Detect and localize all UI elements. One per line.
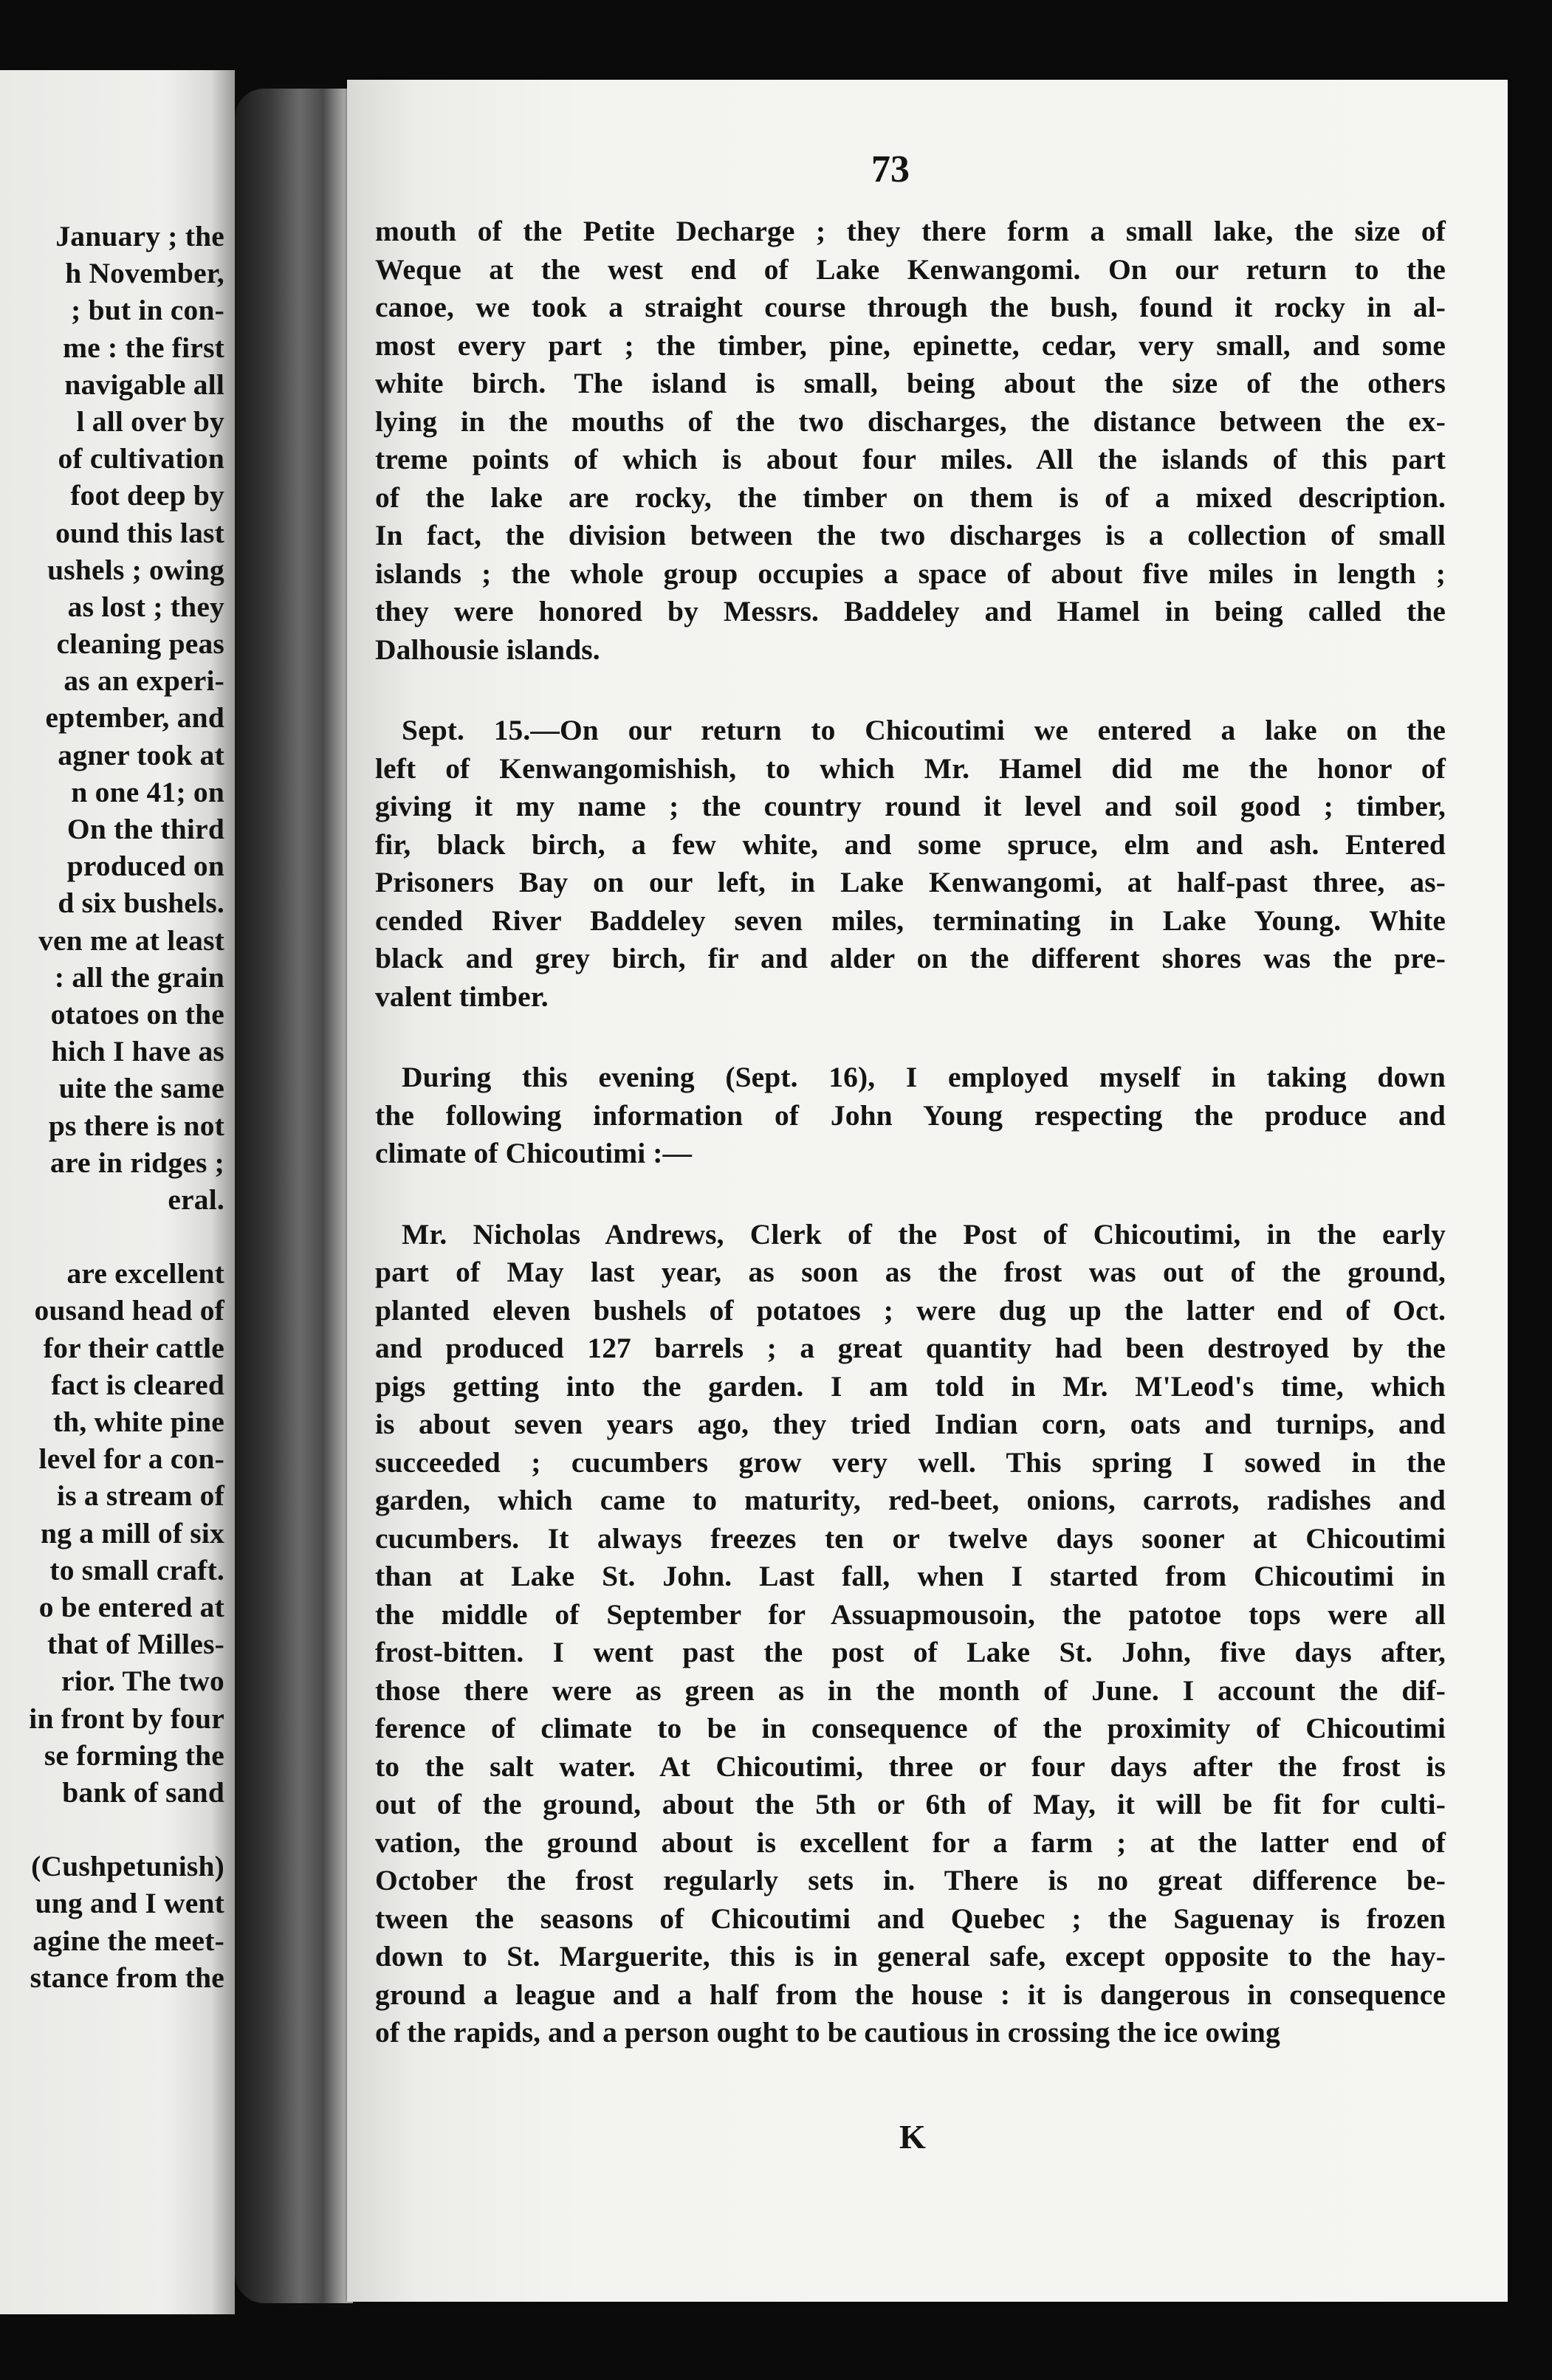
text-line: out of the ground, about the 5th or 6th of May, it will be fit for culti- [375,1788,1446,1820]
previous-page-line: to small craft. [49,1553,224,1586]
previous-page-line: ousand head of [34,1294,224,1327]
previous-page-line: in front by four [29,1702,224,1735]
text-line: In fact, the division between the two discharges is a collection of small [375,519,1446,551]
text-line: than at Lake St. John. Last fall, when I started from Chicoutimi in [375,1560,1446,1592]
previous-page-line: n one 41; on [71,775,224,808]
previous-page-line: cleaning peas [56,627,224,661]
previous-page-line: are in ridges ; [50,1146,224,1179]
text-line: of the lake are rocky, the timber on them is of a mixed description. [375,481,1446,514]
paragraph [375,213,1446,669]
text-line: ference of climate to be in consequence of the proximity of Chicoutimi [375,1712,1446,1744]
previous-page-line: rior. The two [61,1665,224,1698]
previous-page-line: ven me at least [38,924,224,957]
paragraph [375,1059,1446,1173]
previous-page-line [0,1218,224,1255]
previous-page-line: On the third [66,813,224,845]
text-line: Weque at the west end of Lake Kenwangomi. On our return to the [375,252,1446,286]
previous-page-text [0,218,224,1996]
previous-page-line: produced on [66,850,224,883]
previous-page-line: otatoes on the [50,997,224,1031]
paragraph-gap [375,669,1446,712]
text-line: the middle of September for Assuapmousoin, the patotoe tops were all [375,1597,1446,1631]
text-line: frost-bitten. I went past the post of Lake St. John, five days after, [375,1636,1446,1668]
text-line: garden, which came to maturity, red-beet, onions, carrots, radishes and [375,1484,1446,1516]
previous-page-line: eptember, and [45,701,224,735]
previous-page-line: bank of sand [62,1775,224,1809]
text-line: cended River Baddeley seven miles, terminating in Lake Young. White [375,904,1446,937]
previous-page-line [0,1811,224,1848]
text-line: down to St. Marguerite, this is in general safe, except opposite to the hay- [375,1940,1446,1973]
signature-mark: K [899,2118,926,2156]
text-line: the following information of John Young respecting the produce and [375,1098,1446,1132]
text-line: Dalhousie islands. [375,633,600,666]
text-line: Sept. 15.—On our return to Chicoutimi we entered a lake on the [402,714,1446,746]
paragraph [375,712,1446,1016]
previous-page-line: January ; the [55,220,224,252]
previous-page-line: fact is cleared [51,1368,224,1401]
previous-page-line: level for a con- [38,1442,224,1476]
current-page [347,80,1508,2302]
text-line: left of Kenwangomishish, to which Mr. Hamel did me the honor of [375,752,1446,785]
previous-page-line: ng a mill of six [41,1516,224,1550]
previous-page-line: l all over by [76,405,224,438]
paragraph-gap [375,1173,1446,1216]
previous-page-line: uite the same [58,1072,224,1105]
text-line: lying in the mouths of the two discharges, the distance between the ex- [375,405,1446,438]
previous-page-line: stance from the [30,1961,224,1994]
previous-page-line: ung and I went [35,1887,224,1920]
text-line: planted eleven bushels of potatoes ; were dug up the latter end of Oct. [375,1293,1446,1327]
previous-page-line: as an experi- [63,664,224,698]
previous-page-line: for their cattle [43,1331,224,1364]
text-line: of the rapids, and a person ought to be cautious in crossing the ice owing [375,2016,1280,2049]
text-line: valent timber. [375,980,549,1013]
text-line: Prisoners Bay on our left, in Lake Kenwangomi, at half-past three, as- [375,866,1446,898]
text-line: ground a league and a half from the house : it is dangerous in consequence [375,1978,1446,2011]
page-body-text [375,213,1446,2052]
previous-page-line: are excellent [66,1257,224,1290]
page-number: 73 [871,148,910,190]
text-line: During this evening (Sept. 16), I employed myself in taking down [402,1061,1446,1093]
previous-page-line: eral. [168,1183,224,1216]
text-line: they were honored by Messrs. Baddeley and Hamel in being called the [375,595,1446,627]
text-line: vation, the ground about is excellent for a farm ; at the latter end of [375,1826,1446,1859]
text-line: cucumbers. It always freezes ten or twelve days sooner at Chicoutimi [375,1521,1446,1555]
previous-page-line: agine the meet- [32,1924,224,1957]
previous-page-line: me : the first [63,331,224,364]
text-line: succeeded ; cucumbers grow very well. This spring I sowed in the [375,1445,1446,1479]
text-line: to the salt water. At Chicoutimi, three or four days after the frost is [375,1750,1446,1783]
paragraph [375,1216,1446,2052]
previous-page-line: of cultivation [58,442,224,475]
previous-page-line: ps there is not [48,1109,224,1142]
previous-page-line: se forming the [44,1738,224,1772]
previous-page-line: o be entered at [38,1590,224,1623]
text-line: October the frost regularly sets in. There is no great difference be- [375,1864,1446,1896]
text-line: canoe, we took a straight course through the bush, found it rocky in al- [375,291,1446,323]
previous-page-line: ound this last [55,516,224,549]
previous-page-line: foot deep by [70,479,224,512]
previous-page-line: (Cushpetunish) [31,1850,224,1883]
previous-page-line: that of Milles- [47,1628,224,1661]
previous-page-line: navigable all [64,368,224,401]
previous-page-line: agner took at [58,738,224,771]
previous-page-line: d six bushels. [58,887,224,920]
text-line: mouth of the Petite Decharge ; they there form a small lake, the size of [375,215,1446,247]
text-line: tween the seasons of Chicoutimi and Quebec ; the Saguenay is frozen [375,1902,1446,1935]
previous-page-line: ushels ; owing [47,553,224,586]
previous-page-line: : all the grain [54,960,224,994]
text-line: black and grey birch, fir and alder on the different shores was the pre- [375,942,1446,974]
text-line: and produced 127 barrels ; a great quantity had been destroyed by the [375,1332,1446,1364]
text-line: pigs getting into the garden. I am told in Mr. M'Leod's time, which [375,1369,1446,1403]
previous-page [0,70,235,2314]
previous-page-line: th, white pine [52,1406,224,1438]
text-line: climate of Chicoutimi :— [375,1137,693,1169]
text-line: treme points of which is about four miles. All the islands of this part [375,443,1446,475]
text-line: those there were as green as in the month of June. I account the dif- [375,1674,1446,1707]
text-line: islands ; the whole group occupies a space of about five miles in length ; [375,557,1446,590]
text-line: most every part ; the timber, pine, epinette, cedar, very small, and some [375,329,1446,362]
previous-page-line: h November, [65,257,224,290]
text-line: part of May last year, as soon as the frost was out of the ground, [375,1256,1446,1288]
text-line: fir, black birch, a few white, and some spruce, elm and ash. Entered [375,828,1446,861]
previous-page-line: hich I have as [51,1035,224,1068]
previous-page-line: is a stream of [57,1479,224,1513]
text-line: giving it my name ; the country round it level and soil good ; timber, [375,790,1446,822]
text-line: white birch. The island is small, being about the size of the others [375,367,1446,399]
text-line: Mr. Nicholas Andrews, Clerk of the Post of Chicoutimi, in the early [402,1217,1446,1251]
book-gutter [235,89,353,2303]
paragraph-gap [375,1016,1446,1059]
previous-page-line: as lost ; they [67,590,224,623]
text-line: is about seven years ago, they tried Indian corn, oats and turnips, and [375,1408,1446,1440]
previous-page-line: ; but in con- [71,294,224,327]
